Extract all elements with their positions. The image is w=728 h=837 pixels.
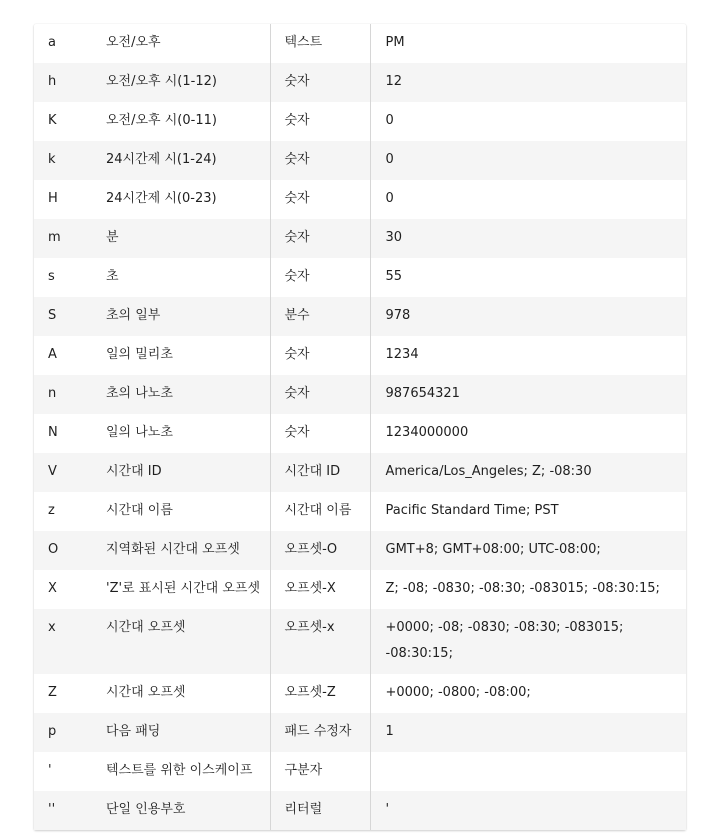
pattern-table-container	[34, 24, 686, 830]
table-row	[34, 570, 686, 609]
table-row	[34, 791, 686, 830]
meaning-cell: 초의 일부	[93, 297, 270, 336]
presentation-cell: 오프셋-Z	[270, 674, 370, 713]
table-row	[34, 141, 686, 180]
meaning-cell: 일의 나노초	[93, 414, 270, 453]
meaning-cell: 오전/오후	[93, 24, 270, 63]
symbol-cell: p	[34, 713, 93, 752]
presentation-cell: 시간대 ID	[270, 453, 370, 492]
presentation-cell: 숫자	[270, 414, 370, 453]
example-cell: 1234000000	[385, 425, 469, 440]
table-row	[34, 453, 686, 492]
example-cell: 12	[370, 63, 686, 102]
table-row	[34, 531, 686, 570]
example-cell: Z; -08; -0830; -08:30; -083015; -08:30:15;	[385, 581, 660, 596]
meaning-cell: 초의 나노초	[93, 375, 270, 414]
presentation-cell: 텍스트	[270, 24, 370, 63]
meaning-cell: 일의 밀리초	[93, 336, 270, 375]
symbol-cell: h	[34, 63, 93, 102]
example-cell: Pacific Standard Time; PST	[385, 503, 559, 518]
meaning-cell: 오전/오후 시(0-11)	[93, 102, 270, 141]
meaning-cell: 시간대 ID	[93, 453, 270, 492]
presentation-cell: 패드 수정자	[270, 713, 370, 752]
symbol-cell: N	[48, 425, 58, 440]
example-cell: 978	[370, 297, 686, 336]
symbol-cell: n	[34, 375, 93, 414]
table-row	[34, 492, 686, 531]
presentation-cell: 오프셋-O	[270, 531, 370, 570]
presentation-cell: 숫자	[270, 180, 370, 219]
presentation-cell: 시간대 이름	[270, 492, 370, 531]
presentation-cell: 오프셋-x	[270, 609, 370, 674]
symbol-cell: O	[34, 531, 93, 570]
example-cell: +0000; -08; -0830; -08:30; -083015; -08:30:15;	[370, 609, 686, 674]
example-cell: America/Los_Angeles; Z; -08:30	[370, 453, 686, 492]
meaning-cell: 24시간제 시(1-24)	[93, 141, 270, 180]
symbol-cell: m	[34, 219, 93, 258]
example-cell	[370, 752, 686, 791]
meaning-cell: 분	[93, 219, 270, 258]
presentation-cell: 숫자	[270, 336, 370, 375]
pattern-table	[34, 24, 686, 830]
table-row	[34, 297, 686, 336]
example-cell: 0	[385, 191, 394, 206]
presentation-cell: 숫자	[270, 258, 370, 297]
meaning-cell: 지역화된 시간대 오프셋	[93, 531, 270, 570]
example-cell: 55	[385, 269, 403, 284]
table-row	[34, 102, 686, 141]
table-row	[34, 336, 686, 375]
meaning-cell: 초	[93, 258, 270, 297]
presentation-cell: 오프셋-X	[270, 570, 370, 609]
table-row	[34, 258, 686, 297]
table-row	[34, 674, 686, 713]
symbol-cell: '	[48, 763, 52, 778]
example-cell: PM	[385, 35, 405, 50]
symbol-cell: A	[48, 347, 57, 362]
table-row	[34, 24, 686, 63]
example-cell: 30	[370, 219, 686, 258]
presentation-cell: 분수	[270, 297, 370, 336]
example-cell: 0	[370, 141, 686, 180]
example-cell: GMT+8; GMT+08:00; UTC-08:00;	[370, 531, 686, 570]
table-row	[34, 752, 686, 791]
presentation-cell: 숫자	[270, 63, 370, 102]
meaning-cell: 'Z'로 표시된 시간대 오프셋	[93, 570, 270, 609]
table-row	[34, 375, 686, 414]
symbol-cell: Z	[48, 685, 57, 700]
meaning-cell: 시간대 이름	[93, 492, 270, 531]
meaning-cell: 단일 인용부호	[93, 791, 270, 830]
symbol-cell: x	[34, 609, 93, 674]
example-cell: '	[370, 791, 686, 830]
meaning-cell: 24시간제 시(0-23)	[93, 180, 270, 219]
symbol-cell: X	[48, 581, 57, 596]
presentation-cell: 숫자	[270, 102, 370, 141]
example-cell: 0	[385, 113, 394, 128]
symbol-cell: k	[34, 141, 93, 180]
symbol-cell: H	[48, 191, 58, 206]
example-cell: 987654321	[370, 375, 686, 414]
meaning-cell: 시간대 오프셋	[93, 609, 270, 674]
symbol-cell: K	[48, 113, 57, 128]
pattern-table-body	[34, 24, 686, 830]
presentation-cell: 구분자	[270, 752, 370, 791]
meaning-cell: 시간대 오프셋	[93, 674, 270, 713]
table-row	[34, 609, 686, 674]
table-row	[34, 180, 686, 219]
symbol-cell: V	[34, 453, 93, 492]
symbol-cell: a	[48, 35, 56, 50]
presentation-cell: 숫자	[270, 375, 370, 414]
example-cell: 1	[370, 713, 686, 752]
symbol-cell: z	[48, 503, 55, 518]
presentation-cell: 숫자	[270, 219, 370, 258]
example-cell: +0000; -0800; -08:00;	[385, 685, 531, 700]
presentation-cell: 리터럴	[270, 791, 370, 830]
symbol-cell: ''	[34, 791, 93, 830]
symbol-cell: s	[48, 269, 55, 284]
symbol-cell: S	[34, 297, 93, 336]
table-row	[34, 219, 686, 258]
table-row	[34, 63, 686, 102]
table-row	[34, 414, 686, 453]
presentation-cell: 숫자	[270, 141, 370, 180]
meaning-cell: 다음 패딩	[93, 713, 270, 752]
meaning-cell: 텍스트를 위한 이스케이프	[93, 752, 270, 791]
table-row	[34, 713, 686, 752]
meaning-cell: 오전/오후 시(1-12)	[93, 63, 270, 102]
example-cell: 1234	[385, 347, 419, 362]
